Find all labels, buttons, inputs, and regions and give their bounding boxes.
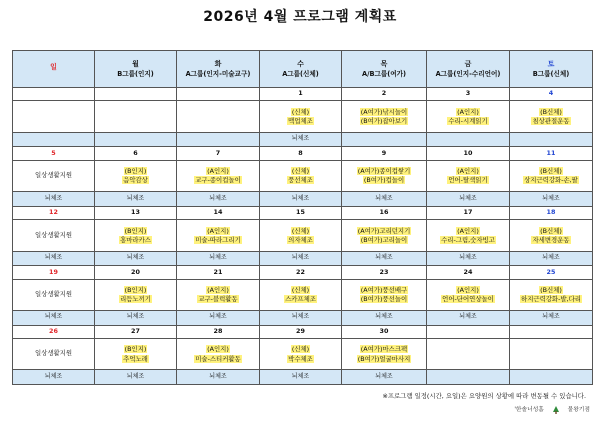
- date-cell: 30: [342, 325, 427, 338]
- date-row: [13, 266, 593, 279]
- activity-label: (신체): [291, 285, 310, 294]
- activity-cell: [13, 279, 95, 311]
- date-cell: 18: [510, 206, 593, 219]
- header-sun: [13, 51, 95, 88]
- date-cell: 22: [260, 266, 342, 279]
- date-cell: 20: [95, 266, 177, 279]
- activity-label: (B신체): [540, 285, 562, 294]
- activity-cell: [95, 160, 177, 192]
- brain-exercise-cell: [13, 132, 95, 147]
- brain-exercise-cell: 뇌체조: [95, 251, 177, 266]
- brain-exercise-cell: 뇌체조: [95, 192, 177, 207]
- activity-cell: [177, 279, 260, 311]
- date-cell: 3: [427, 88, 510, 101]
- brain-exercise-cell: [510, 132, 593, 147]
- activity-label: (A여가)고리던지기: [357, 226, 411, 235]
- activity-cell: [260, 338, 342, 370]
- brain-exercise-cell: 뇌체조: [95, 311, 177, 326]
- activity-label: (A여가)낚시놀이: [360, 107, 408, 116]
- brain-exercise-cell: 뇌체조: [342, 370, 427, 385]
- activity-cell: [95, 279, 177, 311]
- date-cell: 9: [342, 147, 427, 160]
- date-cell: 1: [260, 88, 342, 101]
- brain-exercise-cell: 뇌체조: [13, 192, 95, 207]
- header-group-label: A그룹(인지-미술교구): [185, 69, 251, 78]
- activity-cell: [95, 101, 177, 133]
- activity-label: (A인지): [207, 345, 229, 354]
- date-cell: [13, 88, 95, 101]
- activity-cell: [342, 220, 427, 252]
- header-thu: [342, 51, 427, 88]
- activity-cell: [510, 338, 593, 370]
- brain-exercise-cell: 뇌체조: [260, 132, 342, 147]
- activity-cell: [427, 101, 510, 133]
- brain-exercise-cell: 뇌체조: [95, 370, 177, 385]
- schedule-note: ※프로그램 일정(시간, 요일)은 요양원의 상황에 따라 변동될 수 있습니다.: [382, 392, 586, 400]
- activity-cell: [13, 220, 95, 252]
- activity-cell: [342, 279, 427, 311]
- brain-exercise-cell: 뇌체조: [177, 311, 260, 326]
- date-cell: [510, 325, 593, 338]
- header-group-label: B그룹(인지): [117, 69, 154, 78]
- activity-cell: [510, 160, 593, 192]
- activity-label: (A인지): [207, 285, 229, 294]
- activity-label: (신체): [291, 167, 310, 176]
- activity-label: (B인지): [124, 285, 147, 294]
- activity-row: [13, 101, 593, 133]
- brain-exercise-cell: 뇌체조: [342, 192, 427, 207]
- header-fri: [427, 51, 510, 88]
- date-cell: 21: [177, 266, 260, 279]
- brain-exercise-row: [13, 370, 593, 385]
- daily-support-label: 일상생활지원: [34, 230, 73, 239]
- activity-cell: [13, 160, 95, 192]
- brain-exercise-cell: 뇌체조: [342, 311, 427, 326]
- activity-row: [13, 160, 593, 192]
- page-title: 2026년 4월 프로그램 계획표: [203, 9, 397, 25]
- date-cell: 8: [260, 147, 342, 160]
- activity-cell: [342, 101, 427, 133]
- activity-label: 교구-종이컵놀이: [195, 176, 241, 185]
- brain-exercise-cell: 뇌체조: [510, 311, 593, 326]
- brain-exercise-cell: 뇌체조: [177, 370, 260, 385]
- header-group-label: A그룹(인지-수리언어): [435, 69, 501, 78]
- activity-label: (B인지): [124, 345, 147, 354]
- brain-exercise-cell: 뇌체조: [510, 192, 593, 207]
- activity-label: 교구-블럭활동: [198, 295, 238, 304]
- activity-row: [13, 338, 593, 370]
- activity-label: (A인지): [457, 226, 479, 235]
- activity-cell: [342, 160, 427, 192]
- brain-exercise-cell: 뇌체조: [427, 251, 510, 266]
- activity-label: (A인지): [207, 226, 229, 235]
- brain-exercise-cell: 뇌체조: [342, 251, 427, 266]
- date-cell: 16: [342, 206, 427, 219]
- activity-cell: [260, 101, 342, 133]
- activity-label: (B신체): [540, 107, 562, 116]
- activity-cell: [510, 220, 593, 252]
- activity-cell: [342, 338, 427, 370]
- activity-label: 미술-따라그리기: [195, 235, 241, 244]
- header-sat: [510, 51, 593, 88]
- activity-cell: [427, 279, 510, 311]
- brain-exercise-cell: 뇌체조: [177, 251, 260, 266]
- activity-label: (B신체): [540, 226, 562, 235]
- date-row: [13, 147, 593, 160]
- activity-cell: [510, 279, 593, 311]
- activity-label: (신체): [291, 345, 310, 354]
- brain-exercise-cell: 뇌체조: [260, 311, 342, 326]
- brand-logo-icon: [550, 406, 562, 414]
- activity-label: (B신체): [540, 167, 562, 176]
- header-mon: [95, 51, 177, 88]
- activity-label: 침상관절운동: [532, 117, 570, 126]
- activity-cell: [427, 160, 510, 192]
- header-tue: [177, 51, 260, 88]
- activity-label: 추억노래: [123, 354, 148, 363]
- activity-label: 자세변경운동: [532, 235, 570, 244]
- date-cell: 11: [510, 147, 593, 160]
- activity-cell: [260, 160, 342, 192]
- brain-exercise-cell: 뇌체조: [260, 192, 342, 207]
- brand-name: '한솔너성홈: [514, 407, 544, 413]
- date-cell: 7: [177, 147, 260, 160]
- activity-cell: [177, 338, 260, 370]
- activity-cell: [177, 160, 260, 192]
- activity-label: 언어-단어연상놀이: [442, 295, 494, 304]
- date-cell: 23: [342, 266, 427, 279]
- brain-exercise-cell: [427, 132, 510, 147]
- activity-label: (B여가)컵놀이: [363, 176, 405, 185]
- brain-exercise-cell: [342, 132, 427, 147]
- date-cell: 15: [260, 206, 342, 219]
- date-cell: 28: [177, 325, 260, 338]
- date-cell: 10: [427, 147, 510, 160]
- calendar-header-row: [13, 51, 593, 88]
- brand-branch: 물왕기점: [567, 407, 590, 413]
- activity-label: (A인지): [457, 285, 479, 294]
- brain-exercise-cell: [95, 132, 177, 147]
- date-row: [13, 206, 593, 219]
- header-group-label: A/B그룹(여가): [361, 69, 407, 78]
- activity-label: 미술-스티커활동: [195, 354, 241, 363]
- brain-exercise-cell: 뇌체조: [510, 251, 593, 266]
- activity-label: 박수체조: [288, 354, 313, 363]
- activity-label: (B인지): [124, 167, 147, 176]
- date-cell: 17: [427, 206, 510, 219]
- date-cell: 29: [260, 325, 342, 338]
- daily-support-label: 일상생활지원: [34, 171, 73, 180]
- brain-exercise-cell: [427, 370, 510, 385]
- activity-label: 풍선체조: [288, 176, 313, 185]
- activity-label: (A인지): [457, 107, 479, 116]
- date-cell: [177, 88, 260, 101]
- brain-exercise-row: [13, 251, 593, 266]
- activity-cell: [177, 101, 260, 133]
- date-cell: 5: [13, 147, 95, 160]
- date-row: [13, 325, 593, 338]
- activity-cell: [510, 101, 593, 133]
- brain-exercise-cell: 뇌체조: [427, 192, 510, 207]
- brain-exercise-cell: 뇌체조: [13, 370, 95, 385]
- header-day-label: 월: [132, 59, 139, 68]
- activity-cell: [260, 279, 342, 311]
- header-group-label: A그룹(신체): [282, 69, 319, 78]
- date-cell: 26: [13, 325, 95, 338]
- date-cell: 12: [13, 206, 95, 219]
- activity-label: 언어-탈색읽기: [448, 176, 488, 185]
- brain-exercise-cell: [177, 132, 260, 147]
- activity-cell: [95, 220, 177, 252]
- brain-exercise-cell: 뇌체조: [177, 192, 260, 207]
- header-day-label: 수: [297, 59, 304, 68]
- date-cell: 25: [510, 266, 593, 279]
- date-cell: 14: [177, 206, 260, 219]
- brain-exercise-row: [13, 192, 593, 207]
- date-row: [13, 88, 593, 101]
- activity-label: 하지근력강화-발,다리: [521, 295, 581, 304]
- activity-label: (A인지): [207, 167, 229, 176]
- header-day-label: 토: [547, 59, 555, 68]
- activity-label: 맥업체조: [288, 117, 313, 126]
- activity-label: (B여가)잡아보기: [360, 117, 408, 126]
- activity-label: 음악감상: [123, 176, 148, 185]
- date-cell: 4: [510, 88, 593, 101]
- activity-cell: [13, 101, 95, 133]
- header-day-label: 화: [214, 59, 222, 68]
- date-cell: [427, 325, 510, 338]
- activity-cell: [177, 220, 260, 252]
- header-group-label: B그룹(신체): [532, 69, 570, 78]
- activity-label: 수리-시계읽기: [448, 117, 488, 126]
- program-calendar: [12, 50, 593, 385]
- brand-footer: [514, 404, 590, 414]
- activity-cell: [95, 338, 177, 370]
- activity-label: 상지근력강화-손,팔: [524, 176, 578, 185]
- header-day-label: 금: [464, 59, 472, 68]
- activity-label: 의자체조: [288, 235, 313, 244]
- date-cell: 24: [427, 266, 510, 279]
- brain-exercise-cell: 뇌체조: [427, 311, 510, 326]
- brain-exercise-cell: 뇌체조: [13, 311, 95, 326]
- brain-exercise-cell: 뇌체조: [13, 251, 95, 266]
- activity-label: (A인지): [457, 167, 479, 176]
- header-wed: [260, 51, 342, 88]
- activity-label: (B인지): [124, 226, 147, 235]
- activity-label: (A여가)풍선배구: [360, 285, 408, 294]
- activity-label: (신체): [291, 226, 310, 235]
- activity-label: 스카프체조: [285, 295, 316, 304]
- activity-label: (신체): [291, 107, 310, 116]
- activity-cell: [260, 220, 342, 252]
- activity-label: (B여가)풍선놀이: [360, 295, 408, 304]
- date-cell: 27: [95, 325, 177, 338]
- activity-label: 수리-그림,숫자빙고: [441, 235, 495, 244]
- date-cell: [95, 88, 177, 101]
- activity-cell: [427, 338, 510, 370]
- activity-label: (B여가)고리놀이: [360, 235, 408, 244]
- brain-exercise-cell: 뇌체조: [260, 370, 342, 385]
- header-day-label: 목: [380, 59, 388, 68]
- activity-label: (A여가)종이컵쌓기: [357, 167, 411, 176]
- brain-exercise-cell: [510, 370, 593, 385]
- activity-cell: [13, 338, 95, 370]
- daily-support-label: 일상생활지원: [34, 349, 73, 358]
- header-day-label: 일: [50, 63, 57, 72]
- activity-label: (A여가)마스크팩: [360, 345, 408, 354]
- activity-label: (B여가)얼굴마사지: [357, 354, 411, 363]
- brain-exercise-cell: 뇌체조: [260, 251, 342, 266]
- date-cell: 13: [95, 206, 177, 219]
- date-cell: 2: [342, 88, 427, 101]
- activity-label: 리듬노끼기: [120, 295, 151, 304]
- date-cell: 19: [13, 266, 95, 279]
- brain-exercise-row: [13, 132, 593, 147]
- activity-label: 홍마라카스: [120, 235, 151, 244]
- activity-row: [13, 279, 593, 311]
- date-cell: 6: [95, 147, 177, 160]
- daily-support-label: 일상생활지원: [34, 290, 73, 299]
- activity-row: [13, 220, 593, 252]
- brain-exercise-row: [13, 311, 593, 326]
- activity-cell: [427, 220, 510, 252]
